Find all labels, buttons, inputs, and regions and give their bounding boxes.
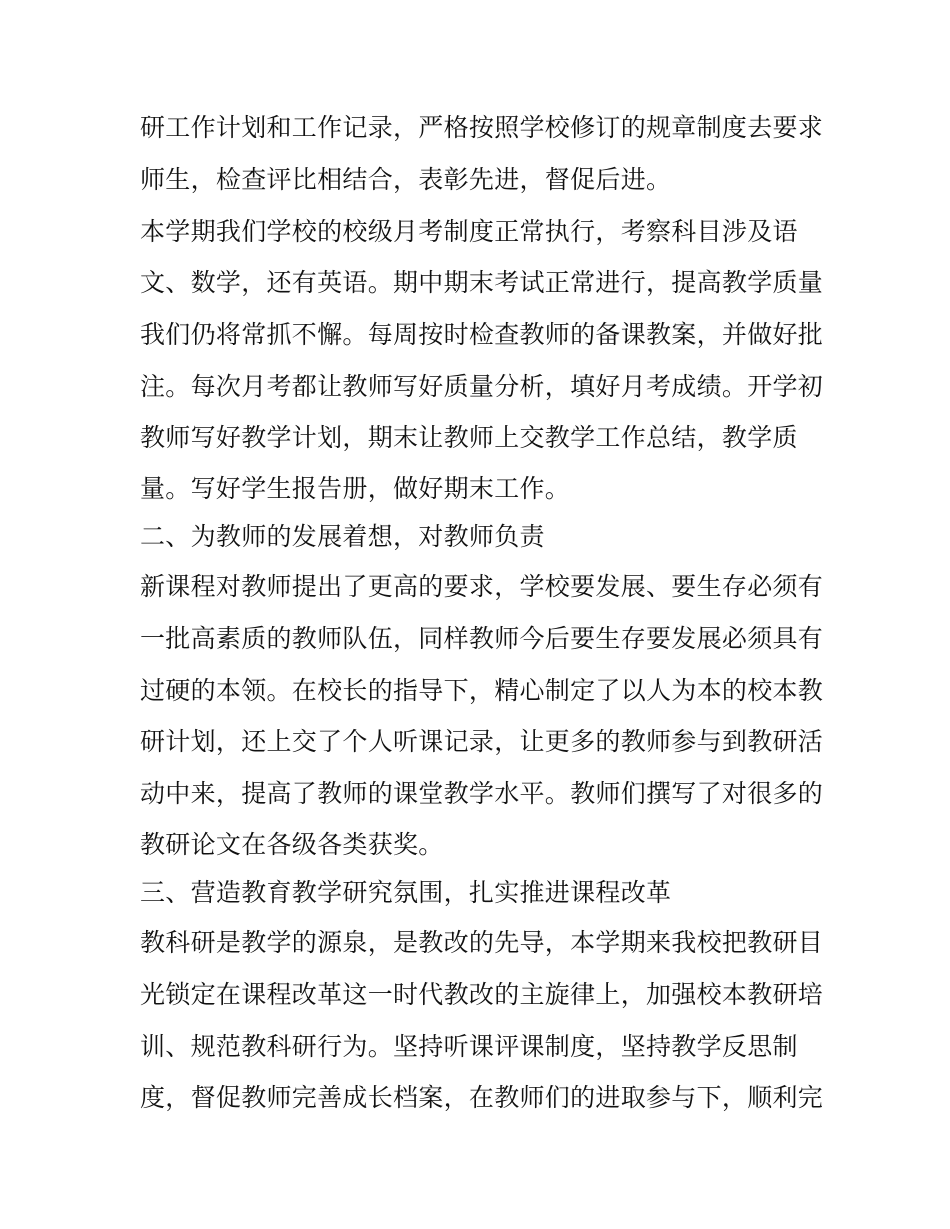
text-line: 注。每次月考都让教师写好质量分析，填好月考成绩。开学初 <box>140 372 824 401</box>
text-line: 文、数学，还有英语。期中期末考试正常进行，提高教学质量 <box>140 268 824 297</box>
section-heading: 二、为教师的发展着想，对教师负责 <box>140 522 545 551</box>
text-line: 过硬的本领。在校长的指导下，精心制定了以人为本的校本教 <box>140 676 824 705</box>
text-line: 教研论文在各级各类获奖。 <box>140 830 444 859</box>
text-line: 教师写好教学计划，期末让教师上交教学工作总结，教学质 <box>140 423 798 452</box>
text-line: 动中来，提高了教师的课堂教学水平。教师们撰写了对很多的 <box>140 779 824 808</box>
section-heading: 三、营造教育教学研究氛围，扎实推进课程改革 <box>140 878 672 907</box>
text-line: 度，督促教师完善成长档案，在教师们的进取参与下，顺利完 <box>140 1083 824 1112</box>
text-line: 一批高素质的教师队伍，同样教师今后要生存要发展必须具有 <box>140 624 824 653</box>
text-line: 训、规范教科研行为。坚持听课评课制度，坚持教学反思制 <box>140 1032 798 1061</box>
text-line: 我们仍将常抓不懈。每周按时检查教师的备课教案，并做好批 <box>140 320 824 349</box>
text-line: 量。写好学生报告册，做好期末工作。 <box>140 474 571 503</box>
text-line: 研工作计划和工作记录，严格按照学校修订的规章制度去要求 <box>140 113 824 142</box>
text-line: 本学期我们学校的校级月考制度正常执行，考察科目涉及语 <box>140 217 798 246</box>
text-line: 师生，检查评比相结合，表彰先进，督促后进。 <box>140 165 672 194</box>
text-line: 教科研是教学的源泉，是教改的先导，本学期来我校把教研目 <box>140 928 824 957</box>
text-line: 新课程对教师提出了更高的要求，学校要发展、要生存必须有 <box>140 572 824 601</box>
text-line: 光锁定在课程改革这一时代教改的主旋律上，加强校本教研培 <box>140 980 824 1009</box>
text-line: 研计划，还上交了个人听课记录，让更多的教师参与到教研活 <box>140 727 824 756</box>
